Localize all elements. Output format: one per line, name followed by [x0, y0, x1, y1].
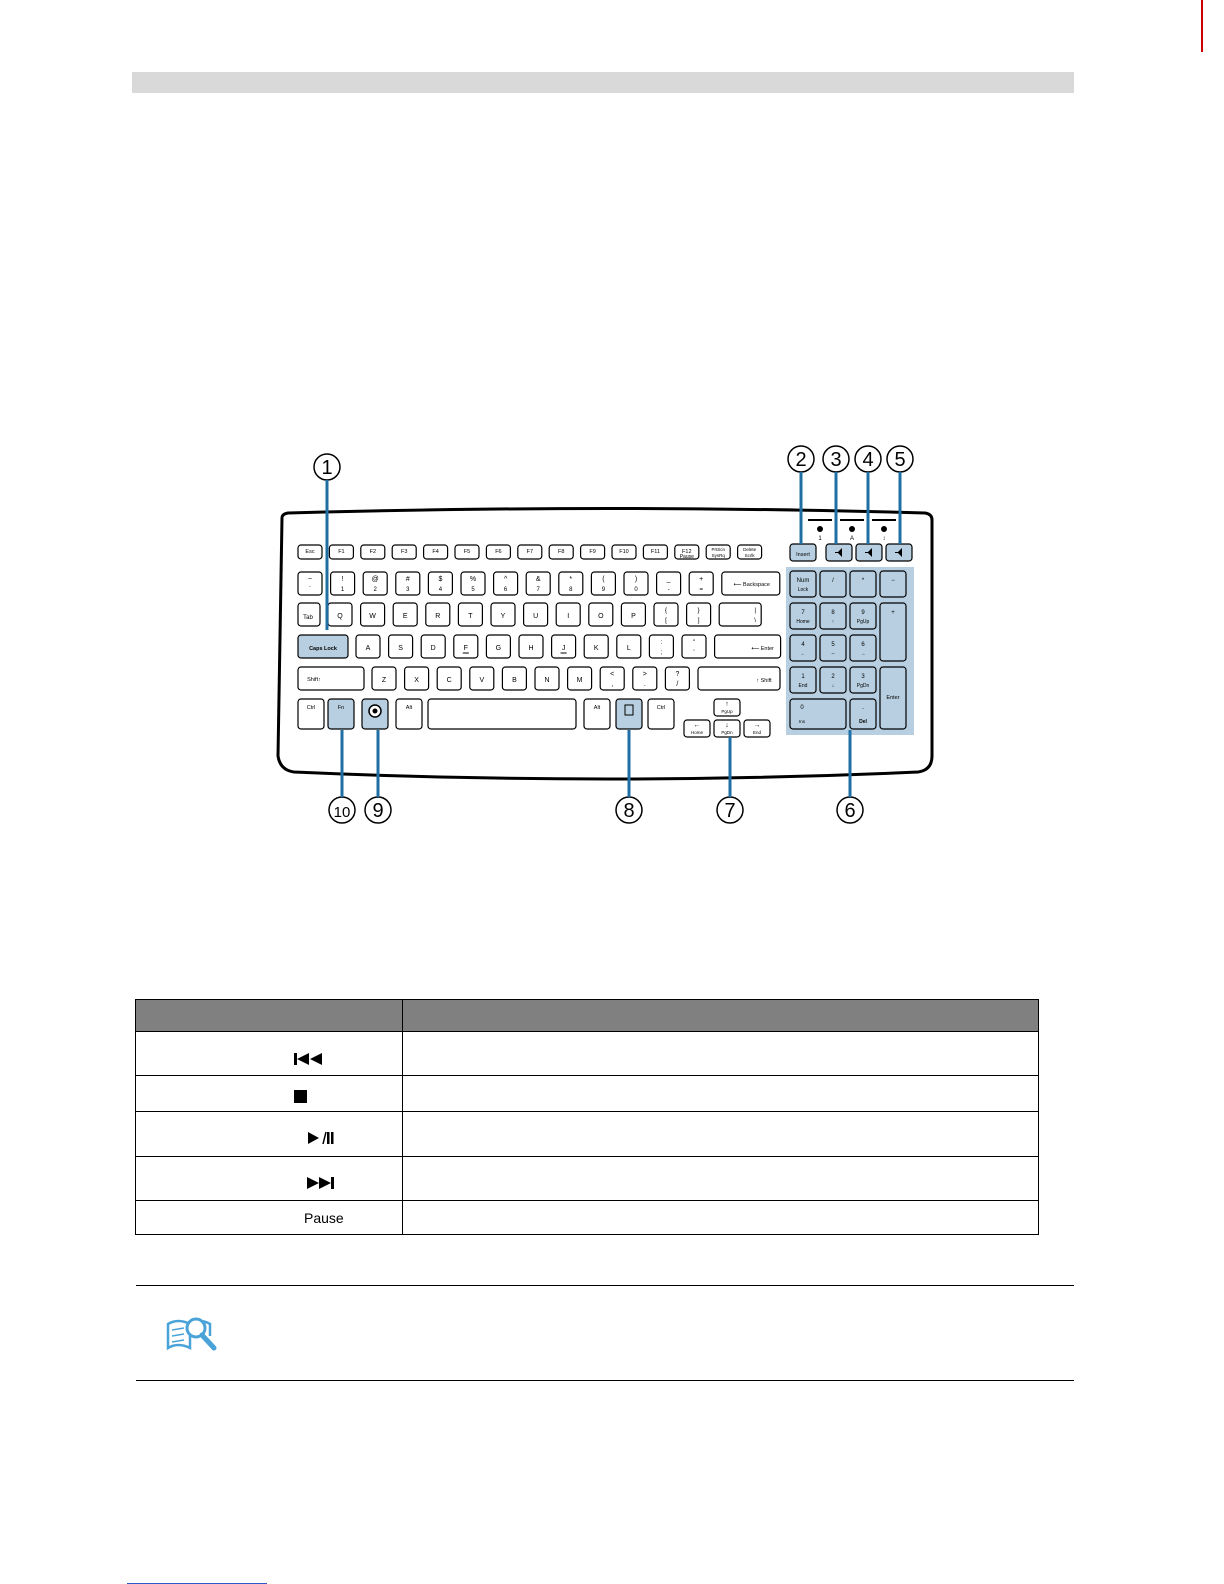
key-f	[454, 635, 478, 658]
key-esc	[298, 545, 322, 559]
table-row	[136, 1112, 1039, 1157]
key-label: !	[341, 576, 344, 583]
key-semicolon-0	[649, 635, 673, 658]
key-label: 8	[831, 610, 835, 616]
key-label: >	[642, 671, 647, 678]
key-label: Delete	[743, 547, 757, 552]
callout-8	[616, 797, 642, 823]
key-label: 3	[406, 587, 410, 593]
key-label: Scrlk	[744, 553, 755, 558]
key-numlock	[790, 571, 816, 597]
key-numpad-2	[820, 667, 846, 693]
key-label: Pause	[679, 554, 694, 560]
key-label: 4	[438, 587, 443, 593]
key-label: /	[832, 578, 834, 584]
key-i	[556, 603, 580, 626]
key-label: Home	[690, 730, 704, 735]
key-s	[389, 635, 413, 658]
key-label: F	[463, 645, 468, 652]
key-left-shift	[298, 667, 364, 690]
key-label: 1	[801, 674, 805, 680]
description-cell	[403, 1076, 1039, 1112]
keyboard-diagram	[270, 440, 950, 840]
key-label: F12	[682, 549, 692, 555]
callout-number: 9	[372, 800, 384, 822]
key-number-5	[461, 572, 485, 595]
key-right-ctrl	[648, 699, 674, 729]
key-d	[421, 635, 445, 658]
key-label: Z	[381, 677, 387, 684]
play-pause-icon	[307, 1131, 335, 1145]
key-numpad-3	[850, 667, 876, 693]
key-label: T	[468, 613, 473, 620]
key-label: N	[544, 677, 550, 684]
callout-9	[365, 797, 391, 823]
key-f6	[486, 545, 510, 559]
key-f2	[361, 545, 385, 559]
key-f9	[581, 545, 605, 559]
key-left-alt	[396, 699, 422, 729]
key-cell	[136, 1076, 403, 1112]
key-label: F10	[619, 549, 629, 555]
key-f12	[675, 545, 699, 560]
key-label: 8	[569, 587, 573, 593]
note-magnifier-icon	[164, 1310, 220, 1354]
key-w	[361, 603, 385, 626]
description-cell	[403, 1032, 1039, 1076]
key-arrow-down	[714, 720, 740, 737]
key-label: 3	[861, 674, 865, 680]
page-edge-marker	[1201, 0, 1203, 52]
callout-number: 8	[623, 800, 635, 822]
key-number-1	[331, 572, 355, 595]
key-numpad-plus	[880, 603, 906, 661]
key-label: End	[798, 683, 808, 689]
key-label: }	[697, 607, 700, 614]
key-label: 7	[801, 610, 805, 616]
key-number-12	[689, 572, 713, 595]
key-label: −	[891, 578, 895, 584]
key-numpad-0	[790, 699, 846, 729]
key-label: +	[891, 610, 895, 616]
key-label: Shift↑	[307, 677, 321, 683]
key-right-shift	[698, 667, 780, 690]
key-l	[617, 635, 641, 658]
key-h	[519, 635, 543, 658]
key-label: PgUp	[721, 709, 733, 714]
key-label: Enter	[886, 695, 900, 701]
key-bracket-0	[654, 603, 678, 626]
key-label: 6	[503, 587, 508, 593]
key-numpad-dot	[850, 699, 876, 729]
description-cell	[403, 1201, 1039, 1235]
key-label: .	[643, 681, 646, 688]
key-numpad-4	[790, 635, 816, 661]
callout-3	[823, 446, 849, 472]
key-label: Fn	[337, 705, 345, 711]
key-label: Del	[859, 719, 867, 725]
key-x	[405, 667, 429, 690]
callout-number: 1	[321, 457, 333, 479]
key-label: 5	[831, 642, 835, 648]
key-label: *	[861, 578, 865, 584]
key-label: ↓	[725, 722, 729, 729]
key-windows	[362, 699, 388, 729]
key-f11	[643, 545, 667, 559]
key-label: |	[754, 607, 757, 614]
key-label: [	[665, 617, 667, 624]
key-label: G	[495, 645, 502, 652]
key-label: 0	[634, 587, 638, 593]
key-volume-up	[886, 544, 912, 561]
key-o	[589, 603, 613, 626]
key-numpad-8	[820, 603, 846, 629]
callout-7	[717, 797, 743, 823]
key-number-11	[657, 572, 681, 595]
key-numpad-star	[850, 571, 876, 597]
key-label: =	[699, 587, 703, 593]
key-numpad-1	[790, 667, 816, 693]
key-label: ↑ Shift	[756, 678, 772, 684]
key-label: %	[469, 576, 477, 583]
key-label: J	[561, 645, 566, 652]
key-a	[356, 635, 380, 658]
key-f10	[612, 545, 636, 559]
key-label: –	[831, 651, 835, 657]
callout-2	[788, 446, 814, 472]
key-f3	[392, 545, 416, 559]
key-f5	[455, 545, 479, 559]
key-numpad-minus	[880, 571, 906, 597]
key-label: Ctrl	[656, 705, 666, 711]
key-spacebar	[428, 699, 576, 729]
section-header-band	[132, 72, 1074, 93]
key-label: {	[664, 607, 668, 614]
key-label: F6	[495, 549, 502, 555]
key-label: K	[593, 645, 599, 652]
key-label: Insert	[796, 552, 810, 558]
callout-number: 3	[830, 449, 842, 471]
key-label: F3	[400, 549, 408, 555]
key-t	[458, 603, 482, 626]
key-label: U	[533, 613, 539, 620]
key-number-0	[298, 572, 322, 595]
key-label: ~	[307, 576, 313, 583]
key-label: 2	[373, 587, 377, 593]
key-right-alt	[584, 699, 610, 729]
key-label: Tab	[303, 615, 313, 621]
callout-number: 6	[844, 800, 856, 822]
key-label: A	[365, 645, 371, 652]
key-label: B	[512, 677, 517, 684]
key-f7	[518, 545, 542, 559]
key-label: +	[699, 576, 704, 583]
key-label: @	[371, 576, 379, 583]
key-label: F11	[650, 549, 660, 555]
key-label: Ctrl	[306, 705, 316, 711]
previous-track-icon	[294, 1052, 324, 1066]
key-arrow-right	[744, 720, 770, 737]
key-label: <	[610, 671, 615, 678]
key-label: H	[528, 645, 534, 652]
key-label: 2	[831, 674, 835, 680]
key-label: Y	[500, 613, 506, 620]
key-label: #	[405, 576, 410, 583]
callout-number: 7	[724, 800, 736, 822]
key-label: SysRq	[711, 553, 725, 558]
key-semicolon-1	[682, 635, 706, 658]
indicator-label: A	[849, 536, 855, 542]
key-label: Home	[796, 619, 810, 625]
key-n	[535, 667, 559, 690]
key-label: `	[309, 587, 311, 593]
key-label: ]	[697, 617, 700, 624]
key-label: →	[860, 651, 866, 657]
key-numpad-6	[850, 635, 876, 661]
table-row	[136, 1201, 1039, 1235]
key-label: 0	[800, 705, 804, 711]
table-row	[136, 1032, 1039, 1076]
key-label: Alt	[593, 705, 601, 711]
key-label: 6	[861, 642, 865, 648]
key-b	[502, 667, 526, 690]
key-label: S	[398, 645, 403, 652]
key-label: _	[666, 576, 671, 583]
key-label: V	[479, 677, 485, 684]
key-label: PgDn	[721, 730, 733, 735]
key-label: PrtScn	[711, 547, 725, 552]
key-label: F4	[432, 549, 439, 555]
key-label: D	[430, 645, 436, 652]
key-label: ?	[675, 671, 680, 678]
key-delete	[738, 545, 762, 559]
key-f4	[424, 545, 448, 559]
key-label: Num	[796, 578, 810, 584]
callout-number: 10	[333, 804, 351, 821]
key-numpad-7	[790, 603, 816, 629]
key-label: W	[369, 613, 376, 620]
key-q	[328, 603, 352, 626]
next-track-icon	[306, 1176, 336, 1190]
key-label: F2	[369, 549, 377, 555]
key-label: Esc	[305, 549, 315, 555]
key-label: ↑	[831, 619, 835, 625]
key-k	[584, 635, 608, 658]
key-number-8	[559, 572, 583, 595]
key-label: I	[567, 613, 570, 620]
table-row	[136, 1157, 1039, 1201]
key-cell	[136, 1201, 403, 1235]
key-y	[491, 603, 515, 626]
indicator-label: 1	[818, 536, 822, 542]
key-label: O	[598, 613, 604, 620]
key-numpad-enter	[880, 667, 906, 729]
key-label: ,	[611, 681, 614, 688]
table-header-cell	[136, 1000, 403, 1032]
key-arrow-up	[714, 699, 740, 716]
key-label: (	[602, 576, 605, 583]
pause-key-label: Pause	[304, 1210, 344, 1226]
key-label: /	[676, 681, 679, 688]
table-header-cell	[403, 1000, 1039, 1032]
key-v	[470, 667, 494, 690]
key-e	[393, 603, 417, 626]
key-numpad-9	[850, 603, 876, 629]
key-volume-down	[856, 544, 882, 561]
key-number-10	[624, 572, 648, 595]
table-header-row	[136, 1000, 1039, 1032]
key-label: F9	[589, 549, 596, 555]
key-number-7	[526, 572, 550, 595]
key-label: 4	[801, 642, 805, 648]
callout-1	[314, 454, 340, 480]
key-label: Alt	[405, 705, 413, 711]
key-label: F1	[338, 549, 345, 555]
key-label: )	[634, 576, 638, 583]
key-label: 9	[861, 610, 865, 616]
key-label: X	[414, 677, 419, 684]
key-label: C	[446, 677, 452, 684]
key-label: $	[438, 576, 443, 583]
key-label: ←	[693, 722, 701, 729]
key-label: L	[626, 645, 631, 652]
key-label: ⟵ Backspace	[733, 582, 770, 588]
key-label: 5	[471, 587, 475, 593]
callout-5	[887, 446, 913, 472]
key-number-2	[363, 572, 387, 595]
key-label: Caps Lock	[309, 646, 337, 652]
key-backspace	[722, 572, 780, 595]
key-numpad-slash	[820, 571, 846, 597]
key-label: F5	[463, 549, 471, 555]
function-key-table	[135, 999, 1039, 1235]
key-label: -	[667, 587, 670, 593]
key-label: M	[576, 677, 583, 684]
key-label: ;	[660, 649, 663, 656]
key-backslash	[719, 603, 761, 626]
key-label: R	[435, 613, 441, 620]
key-label: P	[631, 613, 636, 620]
key-p	[621, 603, 645, 626]
key-label: '	[693, 649, 695, 656]
callout-4	[855, 446, 881, 472]
description-cell	[403, 1157, 1039, 1201]
key-left-ctrl	[298, 699, 324, 729]
key-label: F7	[526, 549, 534, 555]
key-volume-mute	[826, 544, 852, 561]
key-menu	[616, 699, 642, 729]
description-cell	[403, 1112, 1039, 1157]
key-g	[486, 635, 510, 658]
key-punct-1	[633, 667, 657, 690]
key-label: E	[402, 613, 408, 620]
key-bracket-1	[687, 603, 711, 626]
key-prtscn	[706, 545, 730, 559]
key-label: ↓	[831, 683, 835, 689]
key-cell	[136, 1157, 403, 1201]
key-label: ←	[800, 651, 806, 657]
key-label: PgDn	[856, 683, 870, 689]
key-number-9	[591, 572, 615, 595]
key-number-6	[494, 572, 518, 595]
key-u	[524, 603, 548, 626]
key-label: Ins	[798, 719, 806, 724]
key-r	[426, 603, 450, 626]
key-m	[568, 667, 592, 690]
key-punct-2	[665, 667, 689, 690]
callout-number: 2	[795, 449, 807, 471]
callout-6	[837, 797, 863, 823]
key-label: "	[692, 639, 696, 646]
key-label: PgUp	[856, 619, 870, 625]
key-label: Lock	[797, 587, 809, 593]
note-top-rule	[136, 1285, 1074, 1286]
key-label: 1	[340, 587, 345, 593]
key-label: *	[569, 576, 573, 583]
key-f1	[329, 545, 353, 559]
key-insert	[790, 544, 816, 561]
key-label: ⟵ Enter	[751, 646, 774, 652]
table-row	[136, 1076, 1039, 1112]
key-label: ↑	[725, 701, 729, 708]
callout-number: 4	[862, 449, 874, 471]
key-label: End	[752, 730, 762, 735]
stop-icon	[293, 1090, 309, 1104]
note-bottom-rule	[136, 1380, 1074, 1381]
indicator-label: ↕	[882, 536, 886, 542]
key-j	[552, 635, 576, 658]
key-label: Q	[337, 613, 343, 620]
key-f8	[549, 545, 573, 559]
key-number-4	[428, 572, 452, 595]
key-punct-0	[600, 667, 624, 690]
key-numpad-5	[820, 635, 846, 661]
key-caps-lock	[298, 635, 348, 658]
key-arrow-left	[684, 720, 710, 737]
key-label: &	[535, 576, 541, 583]
callout-number: 5	[894, 449, 906, 471]
key-label: F8	[557, 549, 565, 555]
callout-10	[329, 797, 355, 823]
key-fn	[328, 699, 354, 729]
key-label: .	[862, 704, 864, 711]
key-z	[372, 667, 396, 690]
key-label: →	[753, 722, 761, 729]
key-label: ^	[503, 576, 508, 583]
key-label: 9	[601, 587, 606, 593]
key-tab	[298, 603, 320, 626]
key-cell	[136, 1032, 403, 1076]
key-label: :	[660, 639, 663, 646]
key-cell	[136, 1112, 403, 1157]
key-number-3	[396, 572, 420, 595]
key-c	[437, 667, 461, 690]
key-enter	[715, 635, 781, 658]
key-label: \	[754, 617, 757, 624]
key-label: 7	[536, 587, 540, 593]
